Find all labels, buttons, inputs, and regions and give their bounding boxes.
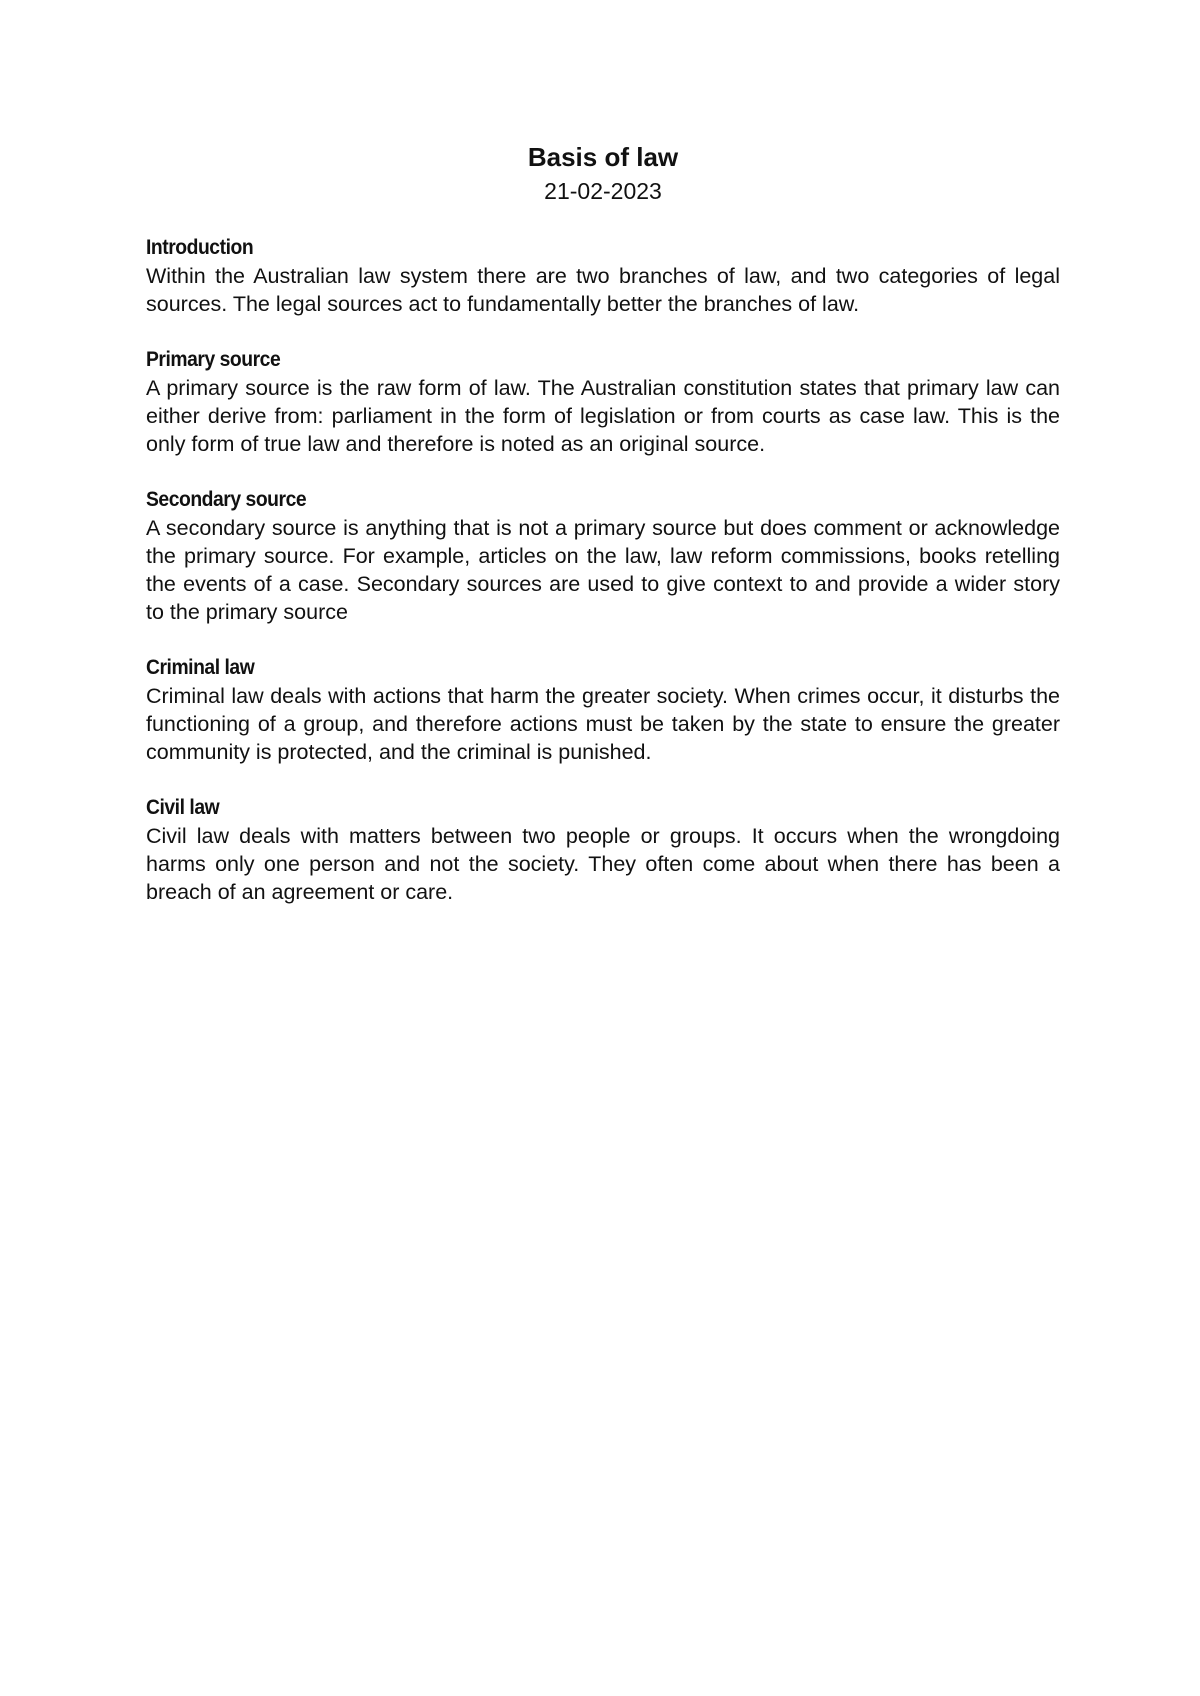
section-secondary-source: [146, 486, 1060, 626]
section-heading: Secondary source: [146, 488, 307, 511]
section-heading: Introduction: [146, 236, 254, 259]
section-heading: Primary source: [146, 348, 281, 371]
document-title: Basis of law: [527, 142, 679, 172]
section-body: Criminal law deals with actions that harm the greater society. When crimes occur, it disturbs the functioning of a group, and therefore actions must be taken by the state to ensure the greater community is protected, and the criminal is punished.: [146, 684, 1060, 764]
document-date: 21-02-2023: [544, 178, 662, 204]
section-body: Civil law deals with matters between two people or groups. It occurs when the wrongdoing harms only one person and not the society. They often come about when there has been a breach of an agreement or care.: [146, 824, 1060, 904]
section-primary-source: [146, 346, 1060, 458]
section-body: A primary source is the raw form of law. The Australian constitution states that primary law can either derive from: parliament in the form of legislation or from courts as case law. This is the only form of true law and therefore is noted as an original source.: [146, 376, 1060, 456]
section-heading: Civil law: [146, 796, 220, 819]
section-heading: Criminal law: [146, 656, 255, 679]
section-civil-law: [146, 794, 1060, 906]
section-introduction: [146, 234, 1060, 318]
document-page: [146, 140, 1060, 906]
section-criminal-law: [146, 654, 1060, 766]
section-body: A secondary source is anything that is not a primary source but does comment or acknowledge the primary source. For example, articles on the law, law reform commissions, books retelling the events of a case. Secondary sources are used to give context to and provide a wider story to the primary source: [146, 516, 1060, 624]
section-body: Within the Australian law system there are two branches of law, and two categories of legal sources. The legal sources act to fundamentally better the branches of law.: [146, 264, 1060, 316]
